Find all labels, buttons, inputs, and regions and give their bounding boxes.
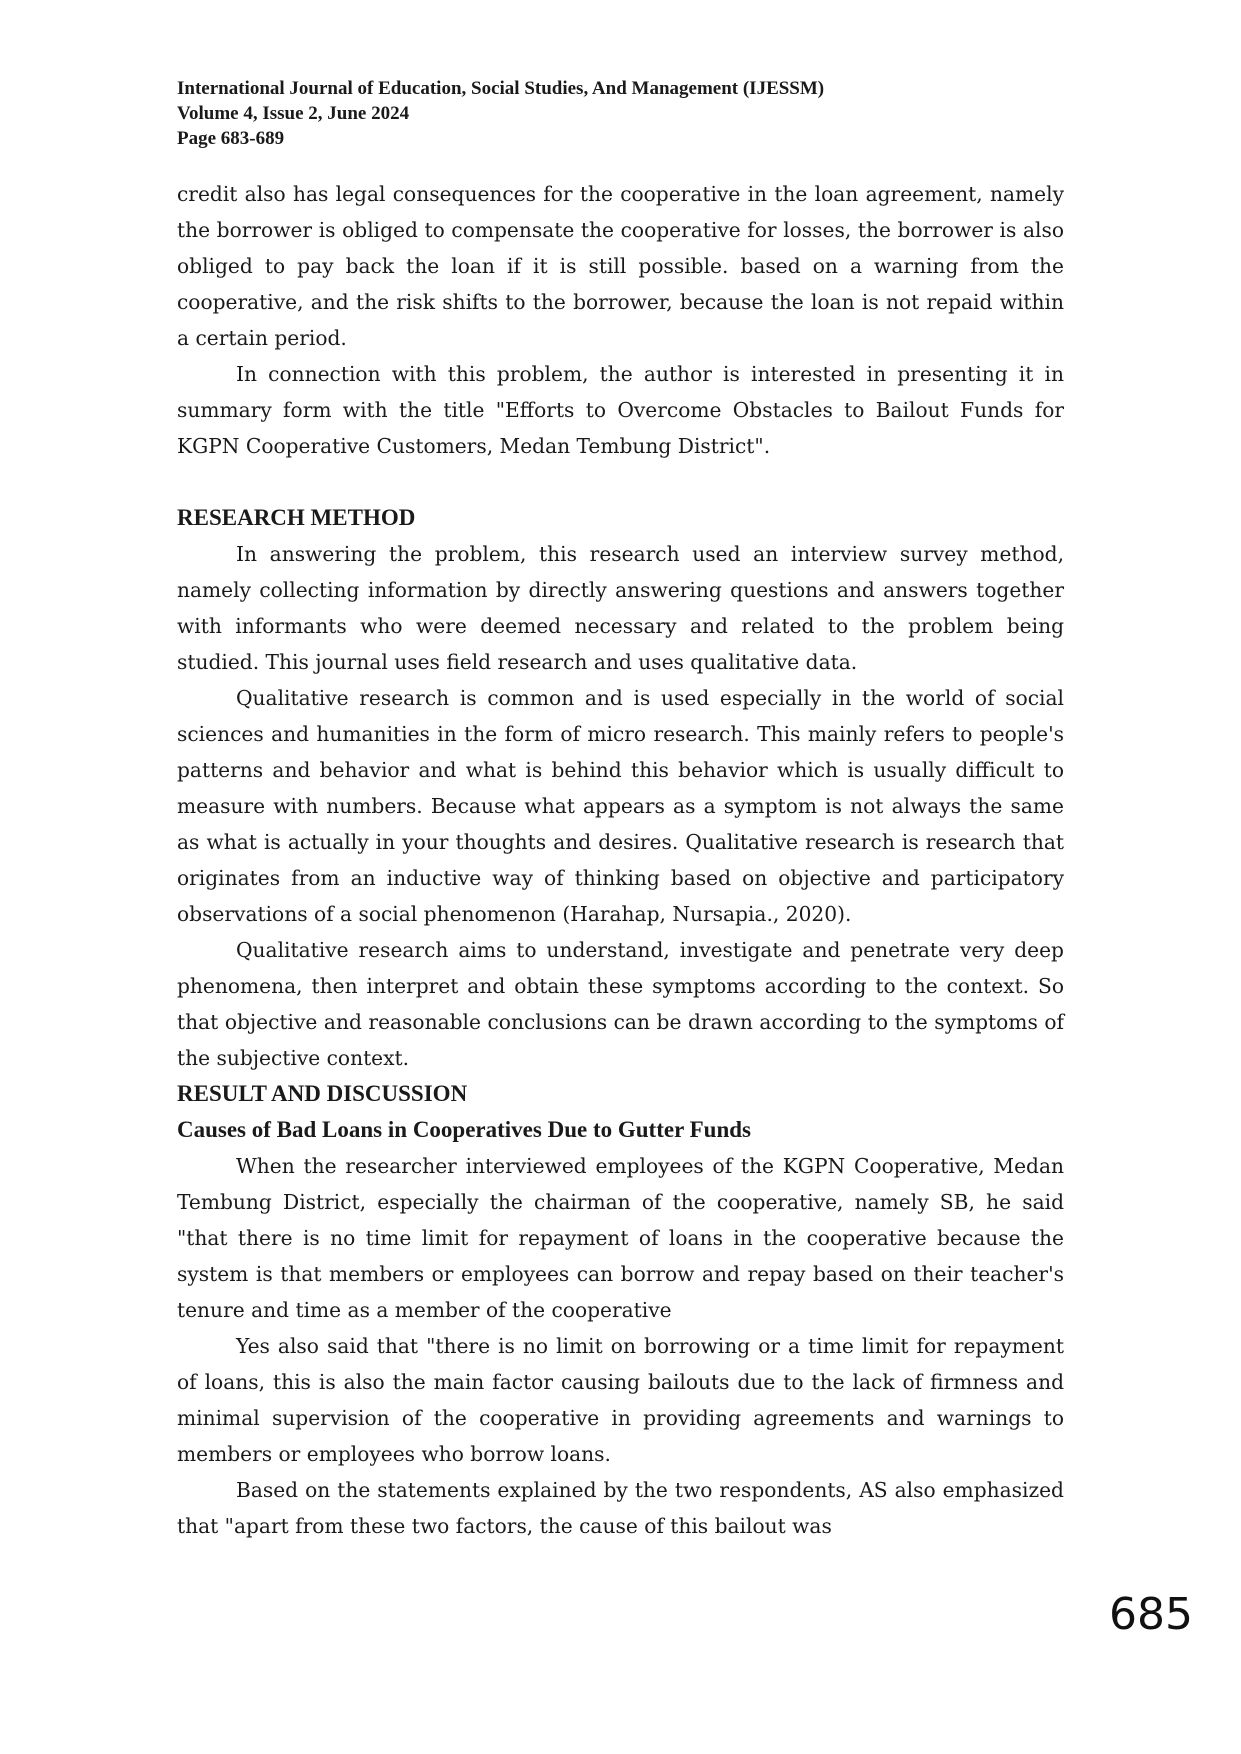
paragraph-no-limit: Yes also said that "there is no limit on borrowing or a time limit for repayment of loans, this is also the main factor causing bailouts due to the lack of firmness and minimal supervision of the cooperative in providing agreements and warnings to members or employees who borrow loans. [177, 1334, 1064, 1466]
journal-pages: Page 683-689 [177, 128, 285, 149]
journal-volume: Volume 4, Issue 2, June 2024 [177, 103, 410, 124]
page-body [177, 176, 1064, 1544]
paragraph-qualitative-aims: Qualitative research aims to understand, investigate and penetrate very deep phenomena, then interpret and obtain these symptoms according to the context. So that objective and reasonable conclusions can be drawn according to the symptoms of the subjective context. [177, 938, 1064, 1070]
paragraph-credit-consequences: credit also has legal consequences for the cooperative in the loan agreement, namely the borrower is obliged to compensate the cooperative for losses, the borrower is also obliged to pay back the loan if it is still possible. based on a warning from the cooperative, and the risk shifts to the borrower, because the loan is not repaid within a certain period. [177, 182, 1064, 350]
paragraph-interview-sb: When the researcher interviewed employees of the KGPN Cooperative, Medan Tembung District, especially the chairman of the cooperative, namely SB, he said "that there is no time limit for repayment of loans in the cooperative because the system is that members or employees can borrow and repay based on their teacher's tenure and time as a member of the cooperative [177, 1154, 1064, 1322]
paragraph-as-emphasized: Based on the statements explained by the two respondents, AS also emphasized that "apart from these two factors, the cause of this bailout was [177, 1478, 1064, 1538]
running-header [177, 76, 1077, 151]
paragraph-interview-method: In answering the problem, this research used an interview survey method, namely collecting information by directly answering questions and answers together with informants who were deemed necessary and related to the problem being studied. This journal uses field research and uses qualitative data. [177, 542, 1064, 674]
heading-result-discussion: RESULT AND DISCUSSION [177, 1081, 468, 1106]
heading-research-method: RESEARCH METHOD [177, 505, 416, 530]
paragraph-summary-title: In connection with this problem, the author is interested in presenting it in summary form with the title "Efforts to Overcome Obstacles to Bailout Funds for KGPN Cooperative Customers, Medan Tembung District". [177, 362, 1064, 458]
page-number: 685 [1109, 1589, 1193, 1640]
journal-title: International Journal of Education, Social Studies, And Management (IJESSM) [177, 78, 825, 99]
paragraph-qualitative-research: Qualitative research is common and is used especially in the world of social sciences and humanities in the form of micro research. This mainly refers to people's patterns and behavior and what is behind this behavior which is usually difficult to measure with numbers. Because what appears as a symptom is not always the same as what is actually in your thoughts and desires. Qualitative research is research that originates from an inductive way of thinking based on objective and participatory observations of a social phenomenon (Harahap, Nursapia., 2020). [177, 686, 1064, 926]
subheading-causes-bad-loans: Causes of Bad Loans in Cooperatives Due to Gutter Funds [177, 1117, 751, 1142]
section-gap [177, 464, 1064, 500]
